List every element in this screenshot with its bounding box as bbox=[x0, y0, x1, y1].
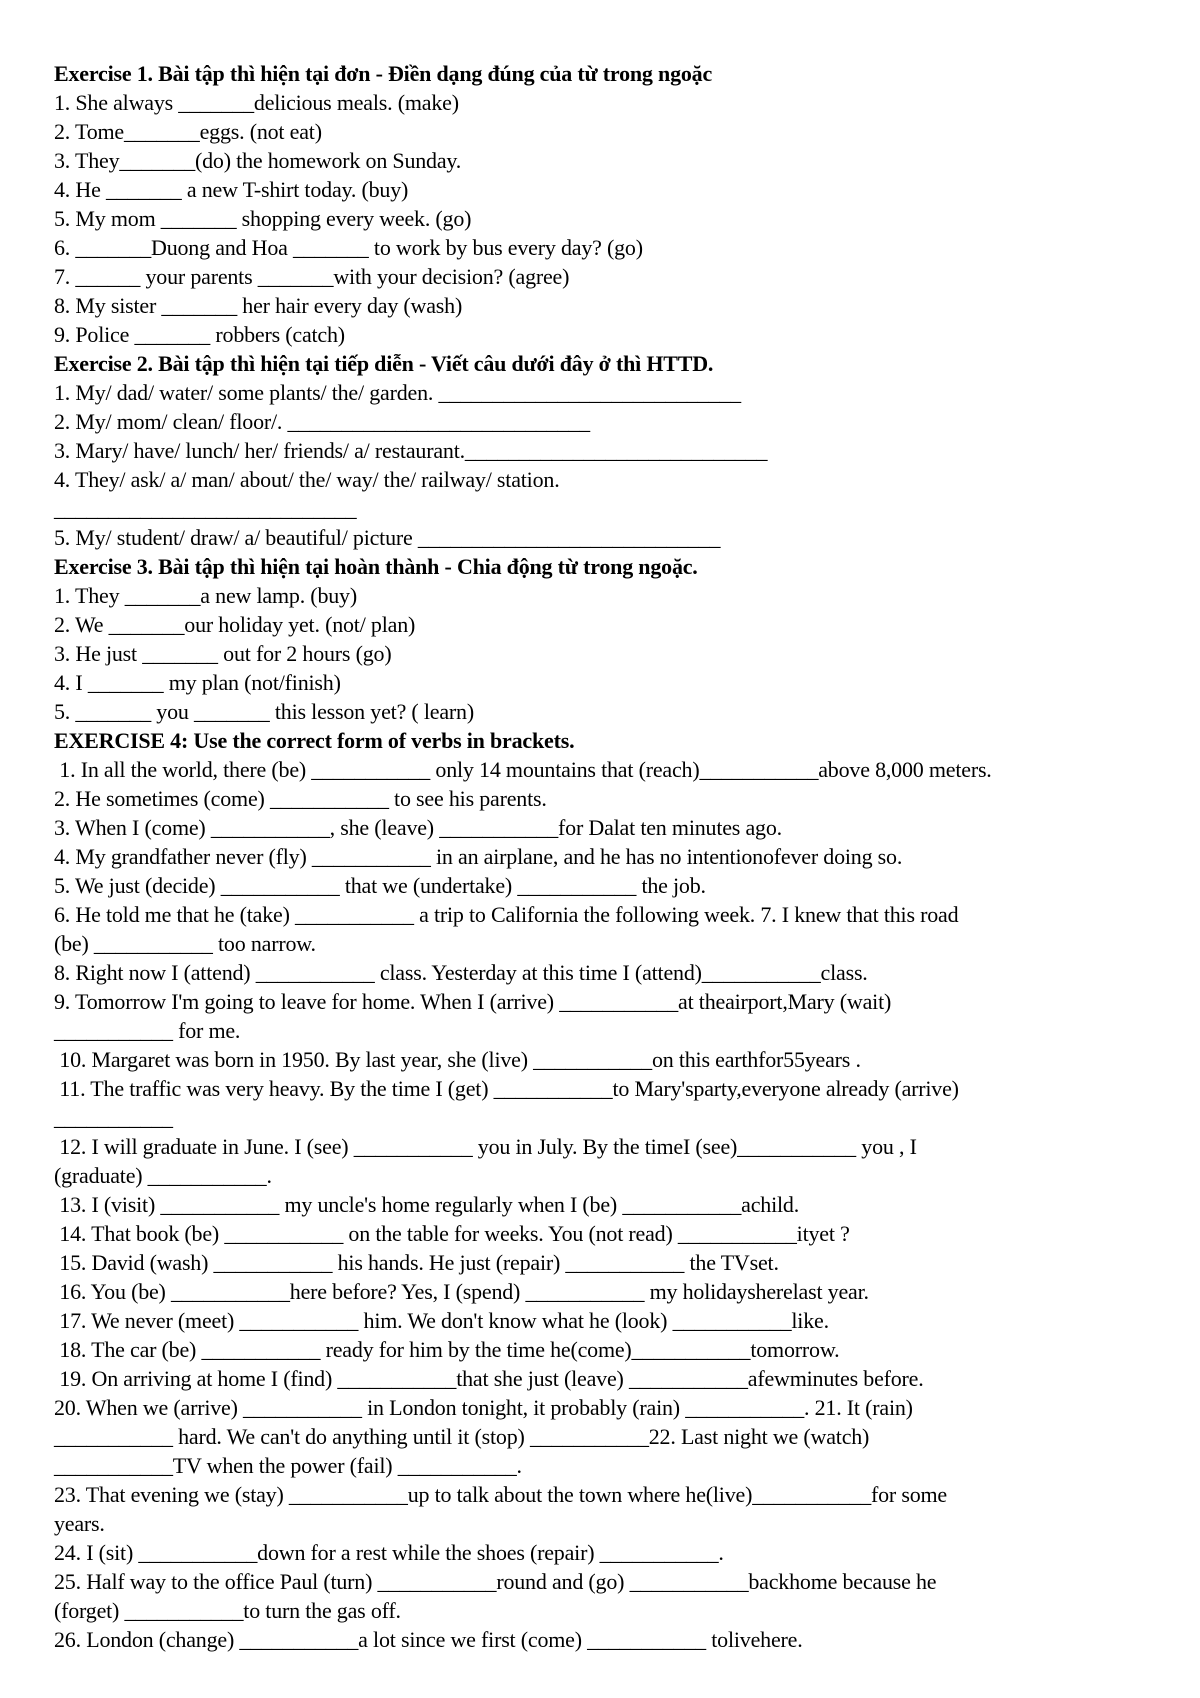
ex4-line-8: 8. Right now I (attend) ___________ class. Yesterday at this time I (attend)___________class. bbox=[54, 960, 868, 985]
ex1-item-3: 3. They_______(do) the homework on Sunday. bbox=[54, 148, 462, 173]
ex2-item-1: 1. My/ dad/ water/ some plants/ the/ garden. ____________________________ bbox=[54, 380, 741, 405]
ex2-item-2: 2. My/ mom/ clean/ floor/. ____________________________ bbox=[54, 409, 590, 434]
ex4-line-17: 14. That book (be) ___________ on the table for weeks. You (not read) ___________ityet ? bbox=[54, 1221, 850, 1246]
ex4-line-22: 19. On arriving at home I (find) ___________that she just (leave) ___________afewminutes before. bbox=[54, 1366, 924, 1391]
ex4-line-19: 16. You (be) ___________here before? Yes, I (spend) ___________ my holidaysherelast year. bbox=[54, 1279, 869, 1304]
ex3-item-5: 5. _______ you _______ this lesson yet? ( learn) bbox=[54, 699, 474, 724]
ex4-line-9: 9. Tomorrow I'm going to leave for home. When I (arrive) ___________at theairport,Mary (wait) bbox=[54, 989, 892, 1014]
exercise-2-heading: Exercise 2. Bài tập thì hiện tại tiếp diễn - Viết câu dưới đây ở thì HTTD. bbox=[54, 351, 714, 376]
ex4-line-14: 12. I will graduate in June. I (see) ___________ you in July. By the timeI (see)___________ you , I bbox=[54, 1134, 917, 1159]
ex4-line-6: 6. He told me that he (take) ___________ a trip to California the following week. 7. I knew that this road bbox=[54, 902, 959, 927]
ex2-item-4: 4. They/ ask/ a/ man/ about/ the/ way/ the/ railway/ station. bbox=[54, 467, 560, 492]
ex1-item-1: 1. She always _______delicious meals. (make) bbox=[54, 90, 459, 115]
ex4-line-2: 2. He sometimes (come) ___________ to see his parents. bbox=[54, 786, 547, 811]
ex4-line-27: years. bbox=[54, 1511, 105, 1536]
ex3-item-2: 2. We _______our holiday yet. (not/ plan) bbox=[54, 612, 416, 637]
ex4-line-25: ___________TV when the power (fail) ___________. bbox=[54, 1453, 522, 1478]
ex4-line-16: 13. I (visit) ___________ my uncle's home regularly when I (be) ___________achild. bbox=[54, 1192, 799, 1217]
ex1-item-4: 4. He _______ a new T-shirt today. (buy) bbox=[54, 177, 409, 202]
ex4-line-1: 1. In all the world, there (be) ___________ only 14 mountains that (reach)___________above 8,000 meters. bbox=[54, 757, 992, 782]
ex1-item-2: 2. Tome_______eggs. (not eat) bbox=[54, 119, 322, 144]
ex4-line-26: 23. That evening we (stay) ___________up to talk about the town where he(live)___________for some bbox=[54, 1482, 947, 1507]
ex4-line-5: 5. We just (decide) ___________ that we (undertake) ___________ the job. bbox=[54, 873, 706, 898]
ex4-line-18: 15. David (wash) ___________ his hands. He just (repair) ___________ the TVset. bbox=[54, 1250, 779, 1275]
ex4-line-20: 17. We never (meet) ___________ him. We don't know what he (look) ___________like. bbox=[54, 1308, 829, 1333]
ex4-line-15: (graduate) ___________. bbox=[54, 1163, 272, 1188]
ex1-item-7: 7. ______ your parents _______with your decision? (agree) bbox=[54, 264, 570, 289]
ex4-line-12: 11. The traffic was very heavy. By the time I (get) ___________to Mary'sparty,everyone already (arrive) bbox=[54, 1076, 959, 1101]
ex1-item-8: 8. My sister _______ her hair every day (wash) bbox=[54, 293, 463, 318]
exercise-1-heading: Exercise 1. Bài tập thì hiện tại đơn - Điền dạng đúng của từ trong ngoặc bbox=[54, 61, 713, 86]
ex3-item-3: 3. He just _______ out for 2 hours (go) bbox=[54, 641, 392, 666]
exercise-3-heading: Exercise 3. Bài tập thì hiện tại hoàn thành - Chia động từ trong ngoặc. bbox=[54, 554, 698, 579]
ex1-item-6: 6. _______Duong and Hoa _______ to work by bus every day? (go) bbox=[54, 235, 643, 260]
ex3-item-4: 4. I _______ my plan (not/finish) bbox=[54, 670, 341, 695]
ex4-line-30: (forget) ___________to turn the gas off. bbox=[54, 1598, 401, 1623]
ex4-line-7: (be) ___________ too narrow. bbox=[54, 931, 316, 956]
ex4-line-29: 25. Half way to the office Paul (turn) ___________round and (go) ___________backhome because he bbox=[54, 1569, 937, 1594]
ex2-item-3: 3. Mary/ have/ lunch/ her/ friends/ a/ restaurant.____________________________ bbox=[54, 438, 768, 463]
ex4-line-3: 3. When I (come) ___________, she (leave) ___________for Dalat ten minutes ago. bbox=[54, 815, 782, 840]
ex2-item-4-answer-line: ____________________________ bbox=[54, 496, 357, 521]
ex4-line-31: 26. London (change) ___________a lot since we first (come) ___________ tolivehere. bbox=[54, 1627, 803, 1652]
ex2-item-5: 5. My/ student/ draw/ a/ beautiful/ picture ____________________________ bbox=[54, 525, 721, 550]
ex4-line-23: 20. When we (arrive) ___________ in London tonight, it probably (rain) ___________. 21. It (rain) bbox=[54, 1395, 913, 1420]
ex4-line-13: ___________ bbox=[54, 1105, 173, 1130]
ex4-line-4: 4. My grandfather never (fly) ___________ in an airplane, and he has no intentionofever doing so. bbox=[54, 844, 903, 869]
ex1-item-5: 5. My mom _______ shopping every week. (go) bbox=[54, 206, 472, 231]
ex3-item-1: 1. They _______a new lamp. (buy) bbox=[54, 583, 357, 608]
ex4-line-10: ___________ for me. bbox=[54, 1018, 241, 1043]
ex1-item-9: 9. Police _______ robbers (catch) bbox=[54, 322, 345, 347]
ex4-line-28: 24. I (sit) ___________down for a rest while the shoes (repair) ___________. bbox=[54, 1540, 724, 1565]
ex4-line-21: 18. The car (be) ___________ ready for him by the time he(come)___________tomorrow. bbox=[54, 1337, 840, 1362]
exercise-4-heading: EXERCISE 4: Use the correct form of verbs in brackets. bbox=[54, 728, 575, 753]
ex4-line-24: ___________ hard. We can't do anything until it (stop) ___________22. Last night we (watch) bbox=[54, 1424, 870, 1449]
ex4-line-11: 10. Margaret was born in 1950. By last year, she (live) ___________on this earthfor55years . bbox=[54, 1047, 861, 1072]
